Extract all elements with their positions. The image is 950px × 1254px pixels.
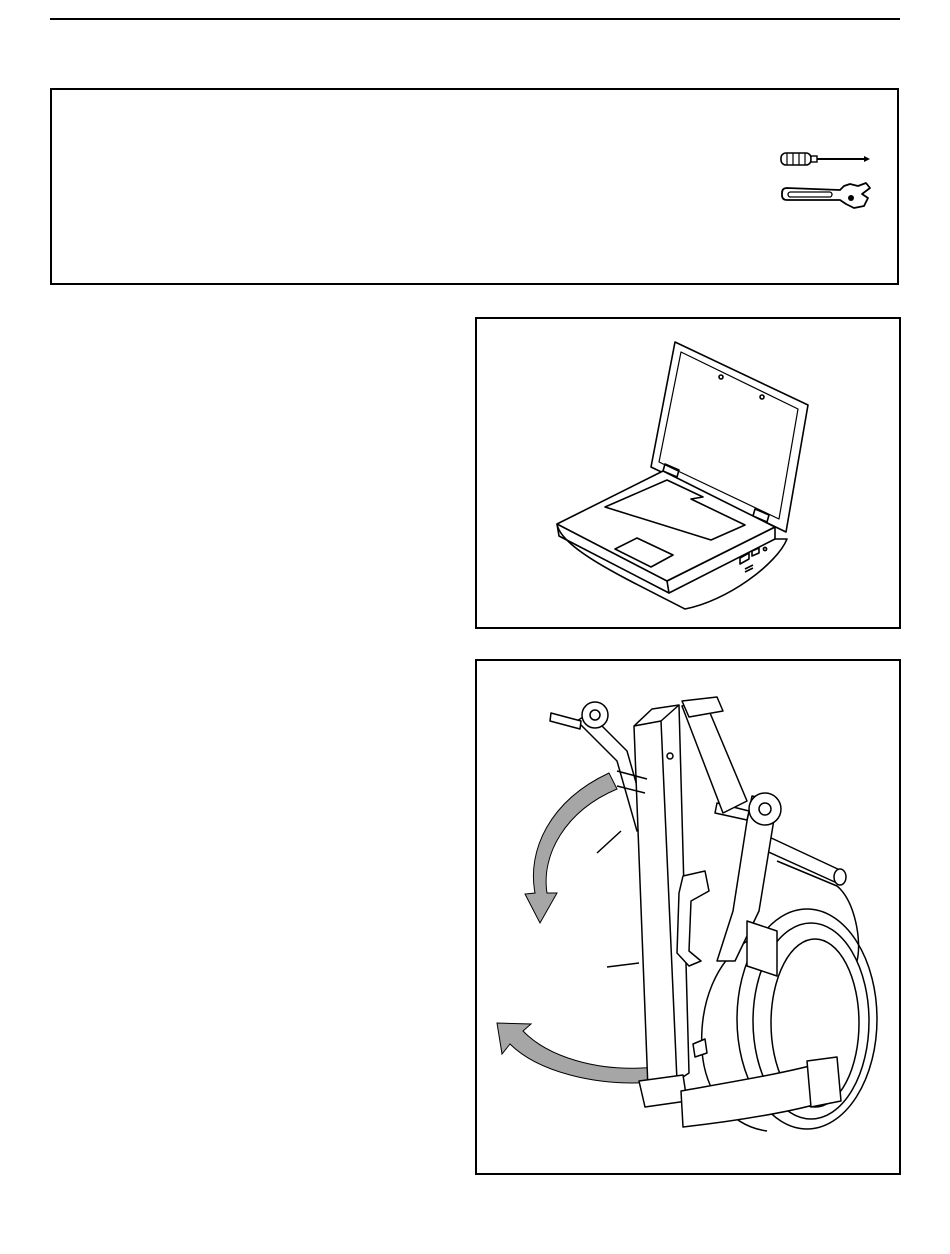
header-rule [50, 18, 900, 20]
figure-rower-folded [475, 659, 901, 1175]
rotate-left-arrow [497, 1023, 655, 1083]
laptop-icon [477, 319, 903, 631]
screwdriver-icon [778, 148, 874, 170]
rowing-machine-icon [477, 661, 903, 1177]
tools-needed-box [50, 88, 899, 285]
figure-laptop [475, 317, 901, 629]
adjustable-wrench-icon [778, 180, 872, 214]
